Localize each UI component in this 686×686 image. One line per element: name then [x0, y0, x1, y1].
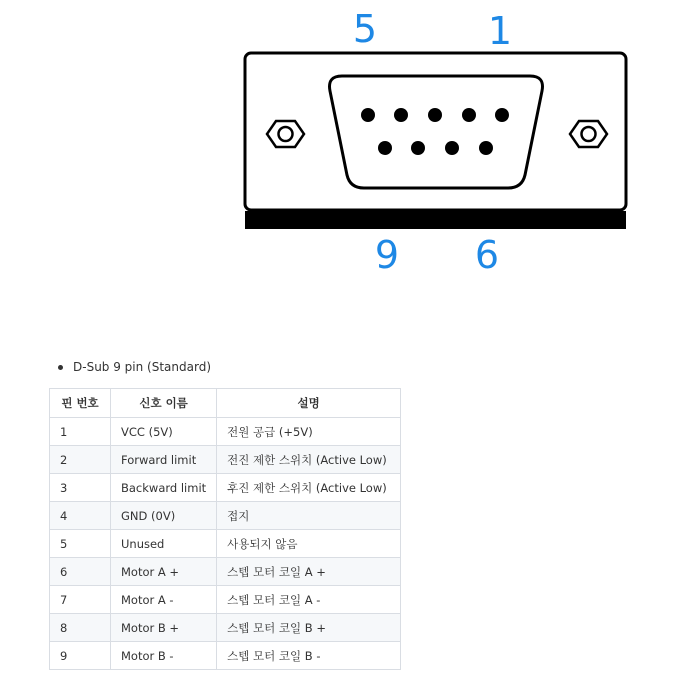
cell-signal: Motor B -	[111, 642, 217, 670]
cell-description: 사용되지 않음	[217, 530, 401, 558]
pin-hole	[361, 108, 375, 122]
cell-description: 스텝 모터 코일 B -	[217, 642, 401, 670]
connector-d-shape	[330, 76, 543, 188]
pin-hole	[479, 141, 493, 155]
cell-pin: 2	[50, 446, 111, 474]
header-pin-number: 핀 번호	[50, 389, 111, 418]
cell-description: 스텝 모터 코일 A +	[217, 558, 401, 586]
cell-pin: 6	[50, 558, 111, 586]
cell-signal: Motor B +	[111, 614, 217, 642]
table-row	[50, 558, 401, 586]
pin-hole	[445, 141, 459, 155]
pin-hole	[394, 108, 408, 122]
table-row	[50, 642, 401, 670]
cell-description: 전진 제한 스위치 (Active Low)	[217, 446, 401, 474]
cell-signal: Unused	[111, 530, 217, 558]
pin-label-9: 9	[374, 233, 400, 277]
connector-base-bar	[245, 211, 626, 229]
pin-hole	[428, 108, 442, 122]
table-row	[50, 530, 401, 558]
cell-pin: 1	[50, 418, 111, 446]
cell-signal: VCC (5V)	[111, 418, 217, 446]
cell-pin: 9	[50, 642, 111, 670]
cell-pin: 4	[50, 502, 111, 530]
pin-label-1: 1	[487, 9, 513, 53]
cell-description: 스텝 모터 코일 A -	[217, 586, 401, 614]
header-description: 설명	[217, 389, 401, 418]
bullet-dot-icon	[58, 365, 63, 370]
pin-hole	[411, 141, 425, 155]
cell-pin: 5	[50, 530, 111, 558]
table-row	[50, 446, 401, 474]
cell-pin: 8	[50, 614, 111, 642]
table-row	[50, 418, 401, 446]
pin-hole	[495, 108, 509, 122]
pin-label-6: 6	[474, 233, 500, 277]
pin-hole	[462, 108, 476, 122]
cell-signal: Backward limit	[111, 474, 217, 502]
table-row	[50, 614, 401, 642]
cell-description: 후진 제한 스위치 (Active Low)	[217, 474, 401, 502]
cell-signal: Motor A -	[111, 586, 217, 614]
table-row	[50, 502, 401, 530]
table-header-row	[50, 389, 401, 418]
header-signal-name: 신호 이름	[111, 389, 217, 418]
cell-description: 전원 공급 (+5V)	[217, 418, 401, 446]
cell-signal: Motor A +	[111, 558, 217, 586]
bullet-text: D-Sub 9 pin (Standard)	[73, 360, 211, 374]
pin-label-5: 5	[352, 7, 378, 51]
cell-description: 접지	[217, 502, 401, 530]
cell-description: 스텝 모터 코일 B +	[217, 614, 401, 642]
pin-hole	[378, 141, 392, 155]
cell-pin: 3	[50, 474, 111, 502]
db9-connector-diagram	[0, 0, 686, 290]
table-row	[50, 474, 401, 502]
cell-signal: Forward limit	[111, 446, 217, 474]
pinout-table	[49, 388, 401, 670]
table-row	[50, 586, 401, 614]
left-hex-screw-icon	[267, 121, 304, 147]
bullet-list-item	[58, 360, 211, 374]
cell-signal: GND (0V)	[111, 502, 217, 530]
cell-pin: 7	[50, 586, 111, 614]
right-hex-screw-icon	[570, 121, 607, 147]
